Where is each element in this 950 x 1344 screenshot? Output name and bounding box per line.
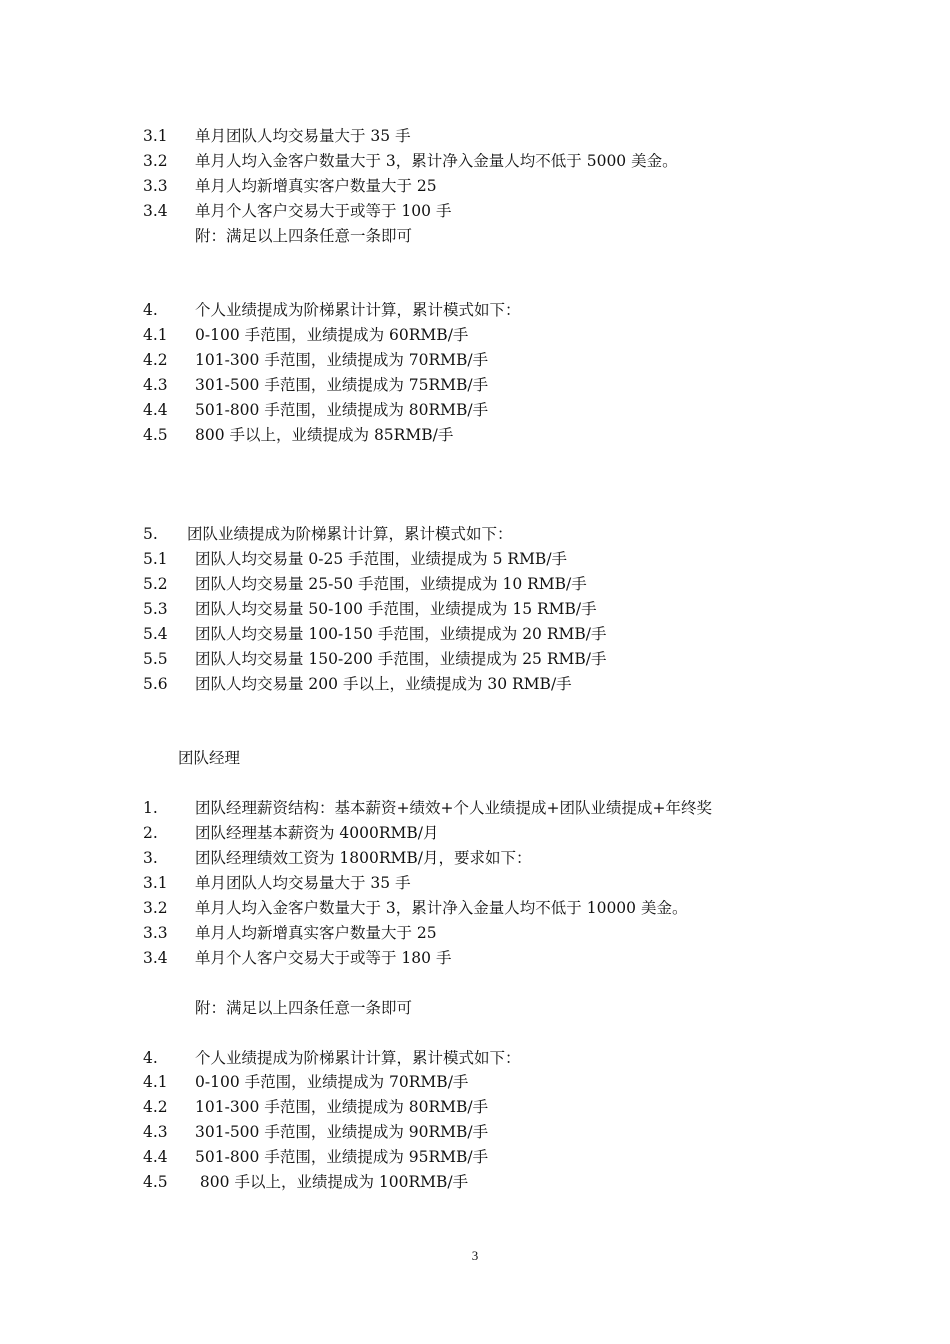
list-item: [143, 1070, 468, 1094]
item-number: 3.1: [143, 127, 168, 145]
item-text: 团队人均交易量 100-150 手范围，业绩提成为 20 RMB/手: [195, 625, 607, 643]
item-text: 800 手以上，业绩提成为 100RMB/手: [195, 1173, 469, 1191]
item-number: 3.3: [143, 177, 168, 195]
item-number: 3.: [143, 849, 158, 867]
item-text: 团队人均交易量 0-25 手范围，业绩提成为 5 RMB/手: [195, 550, 568, 568]
item-text: 101-300 手范围，业绩提成为 70RMB/手: [195, 351, 489, 369]
list-heading: [143, 1046, 521, 1070]
list-item: [143, 1170, 468, 1194]
heading-number: 5.: [143, 525, 158, 543]
list-item: [143, 398, 488, 422]
item-text: 单月个人客户交易大于或等于 100 手: [195, 202, 452, 220]
item-text: 单月人均新增真实客户数量大于 25: [195, 177, 437, 195]
list-item: [143, 796, 712, 820]
item-number: 4.4: [143, 1148, 168, 1166]
item-number: 4.1: [143, 326, 168, 344]
item-text: 团队人均交易量 50-100 手范围，业绩提成为 15 RMB/手: [195, 600, 597, 618]
item-text: 团队人均交易量 25-50 手范围，业绩提成为 10 RMB/手: [195, 575, 587, 593]
list-item: [143, 896, 687, 920]
list-item: [143, 323, 468, 347]
list-item: [143, 124, 411, 148]
item-number: 4.2: [143, 1098, 168, 1116]
item-number: 5.4: [143, 625, 168, 643]
heading-text: 个人业绩提成为阶梯累计计算，累计模式如下：: [195, 1049, 521, 1067]
item-number: 4.2: [143, 351, 168, 369]
list-heading: [143, 298, 521, 322]
item-text: 单月人均新增真实客户数量大于 25: [195, 924, 437, 942]
item-text: 团队经理绩效工资为 1800RMB/月，要求如下：: [195, 849, 532, 867]
list-item: [143, 672, 572, 696]
item-number: 4.1: [143, 1073, 168, 1091]
list-item: [143, 622, 607, 646]
item-number: 5.6: [143, 675, 168, 693]
item-number: 5.5: [143, 650, 168, 668]
item-number: 2.: [143, 824, 158, 842]
item-text: 单月人均入金客户数量大于 3，累计净入金量人均不低于 10000 美金。: [195, 899, 688, 917]
item-number: 3.2: [143, 152, 168, 170]
item-number: 3.4: [143, 949, 168, 967]
item-text: 501-800 手范围，业绩提成为 95RMB/手: [195, 1148, 489, 1166]
item-text: 团队人均交易量 200 手以上，业绩提成为 30 RMB/手: [195, 675, 572, 693]
item-number: 4.3: [143, 1123, 168, 1141]
item-text: 团队经理薪资结构：基本薪资+绩效+个人业绩提成+团队业绩提成+年终奖: [195, 799, 712, 817]
page-number: 3: [471, 1248, 479, 1263]
item-number: 4.5: [143, 426, 168, 444]
item-text: 单月人均入金客户数量大于 3，累计净入金量人均不低于 5000 美金。: [195, 152, 678, 170]
list-item: [143, 174, 437, 198]
item-text: 单月个人客户交易大于或等于 180 手: [195, 949, 452, 967]
list-item: [143, 1120, 488, 1144]
item-number: 4.3: [143, 376, 168, 394]
list-item: [143, 821, 439, 845]
list-item: [143, 373, 488, 397]
item-number: 5.3: [143, 600, 168, 618]
item-number: 3.1: [143, 874, 168, 892]
item-text: 301-500 手范围，业绩提成为 75RMB/手: [195, 376, 489, 394]
item-text: 800 手以上，业绩提成为 85RMB/手: [195, 426, 454, 444]
item-text: 单月团队人均交易量大于 35 手: [195, 874, 411, 892]
item-number: 3.2: [143, 899, 168, 917]
item-text: 0-100 手范围，业绩提成为 60RMB/手: [195, 326, 469, 344]
list-item: [143, 846, 532, 870]
list-item: [143, 1145, 488, 1169]
list-item: [143, 647, 607, 671]
list-item: [143, 921, 437, 945]
note-text: 附：满足以上四条任意一条即可: [195, 227, 413, 245]
item-text: 301-500 手范围，业绩提成为 90RMB/手: [195, 1123, 489, 1141]
item-text: 团队经理基本薪资为 4000RMB/月: [195, 824, 439, 842]
list-item: [143, 597, 597, 621]
list-heading: [143, 522, 513, 546]
item-text: 101-300 手范围，业绩提成为 80RMB/手: [195, 1098, 489, 1116]
section-title: 团队经理: [178, 749, 241, 767]
list-item: [143, 547, 567, 571]
heading-text: 团队业绩提成为阶梯累计计算，累计模式如下：: [187, 525, 513, 543]
item-text: 0-100 手范围，业绩提成为 70RMB/手: [195, 1073, 469, 1091]
list-item: [143, 871, 411, 895]
list-item: [143, 348, 488, 372]
item-text: 501-800 手范围，业绩提成为 80RMB/手: [195, 401, 489, 419]
list-item: [143, 572, 587, 596]
item-number: 5.2: [143, 575, 168, 593]
heading-text: 个人业绩提成为阶梯累计计算，累计模式如下：: [195, 301, 521, 319]
list-item: [143, 1095, 488, 1119]
item-text: 单月团队人均交易量大于 35 手: [195, 127, 411, 145]
heading-number: 4.: [143, 1049, 158, 1067]
item-number: 4.4: [143, 401, 168, 419]
item-number: 3.4: [143, 202, 168, 220]
item-number: 3.3: [143, 924, 168, 942]
list-item: [143, 423, 453, 447]
item-text: 团队人均交易量 150-200 手范围，业绩提成为 25 RMB/手: [195, 650, 607, 668]
list-item: [143, 149, 678, 173]
item-number: 5.1: [143, 550, 168, 568]
heading-number: 4.: [143, 301, 158, 319]
list-item: [143, 946, 451, 970]
item-number: 4.5: [143, 1173, 168, 1191]
note-text: 附：满足以上四条任意一条即可: [195, 999, 413, 1017]
list-item: [143, 199, 451, 223]
item-number: 1.: [143, 799, 158, 817]
